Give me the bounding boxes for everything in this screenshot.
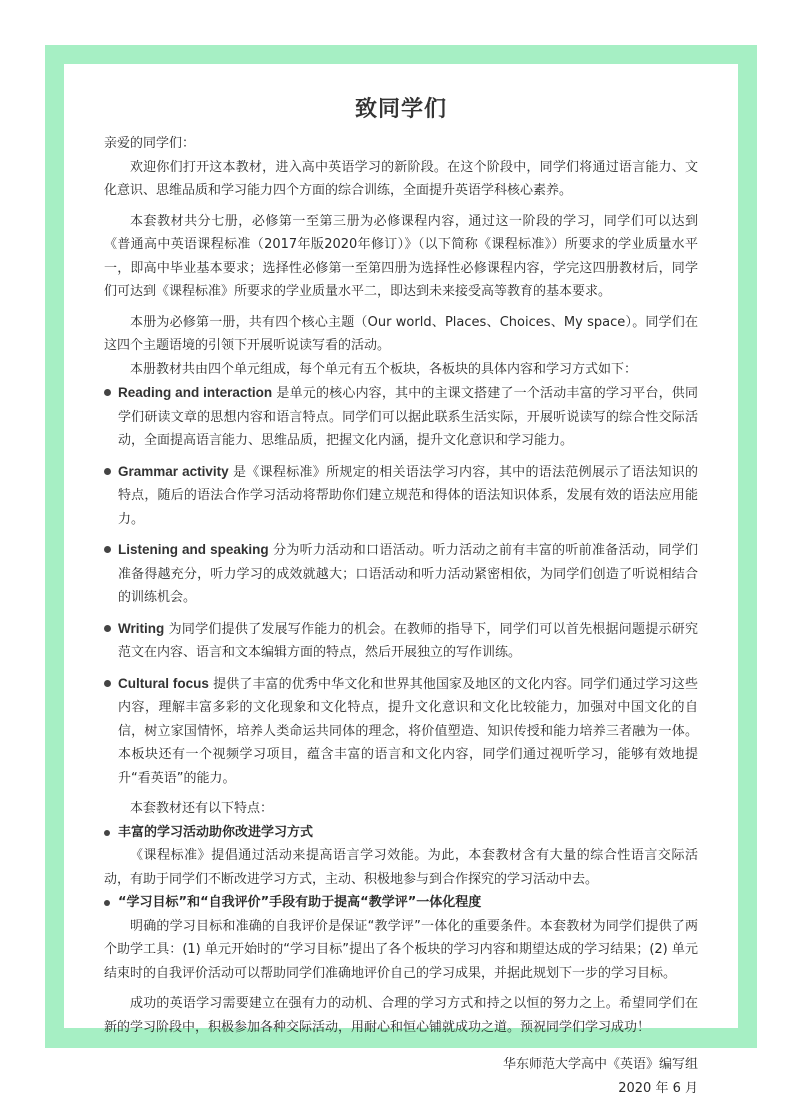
bullet-icon bbox=[104, 546, 111, 553]
letter-content bbox=[104, 88, 698, 1100]
signature-date: 2020 年 6 月 bbox=[104, 1077, 698, 1100]
bullet-icon bbox=[104, 830, 110, 836]
feature-body-assessment: 明确的学习目标和准确的自我评价是保证“教学评”一体化的重要条件。本套教材为同学们提供了两个助学工具：(1) 单元开始时的“学习目标”提出了各个板块的学习内容和期望达成的学习结果；(2) 单元结束时的自我评价活动可以帮助同学们准确地评价自己的学习成果，并据此规划下一步的学习目标。 bbox=[104, 915, 698, 986]
module-item-reading bbox=[104, 381, 698, 453]
feature-heading-text: 丰富的学习活动助你改进学习方式 bbox=[118, 825, 313, 840]
module-term: Listening and speaking bbox=[118, 542, 269, 557]
module-text: 提供了丰富的优秀中华文化和世界其他国家及地区的文化内容。同学们通过学习这些内容，理解丰富多彩的文化现象和文化特点，提升文化意识和文化比较能力，加强对中国文化的自信，树立家国情怀，培养人类命运共同体的理念，将价值塑造、知识传授和能力培养三者融为一体。本板块还有一个视频学习项目，蕴含丰富的语言和文化内容，同学们通过视听学习，能够有效地提升“看英语”的能力。 bbox=[118, 677, 698, 786]
signature-block bbox=[104, 1053, 698, 1100]
module-text: 是单元的核心内容，其中的主课文搭建了一个活动丰富的学习平台，供同学们研读文章的思想内容和语言特点。同学们可以据此联系生活实际，开展听说读写的综合性交际活动，全面提高语言能力、思维品质，把握文化内涵，提升文化意识和学习能力。 bbox=[118, 386, 698, 448]
feature-heading-text: “学习目标”和“自我评价”手段有助于提高“教学评”一体化程度 bbox=[118, 895, 481, 910]
paragraph-intro: 欢迎你们打开这本教材，进入高中英语学习的新阶段。在这个阶段中，同学们将通过语言能力、文化意识、思维品质和学习能力四个方面的综合训练，全面提升英语学科核心素养。 bbox=[104, 156, 698, 203]
module-item-grammar bbox=[104, 460, 698, 532]
module-item-writing bbox=[104, 617, 698, 665]
bullet-icon bbox=[104, 625, 111, 632]
bullet-icon bbox=[104, 468, 111, 475]
module-item-listening bbox=[104, 538, 698, 610]
paragraph-themes: 本册为必修第一册，共有四个核心主题（Our world、Places、Choices、My space）。同学们在这四个主题语境的引领下开展听说读写看的活动。 bbox=[104, 311, 698, 358]
module-text: 为同学们提供了发展写作能力的机会。在教师的指导下，同学们可以首先根据问题提示研究范文在内容、语言和文本编辑方面的特点，然后开展独立的写作训练。 bbox=[118, 622, 698, 661]
module-term: Writing bbox=[118, 621, 164, 636]
closing-paragraph: 成功的英语学习需要建立在强有力的动机、合理的学习方式和持之以恒的努力之上。希望同学们在新的学习阶段中，积极参加各种交际活动，用耐心和恒心铺就成功之道。预祝同学们学习成功！ bbox=[104, 992, 698, 1039]
feature-heading-activities bbox=[104, 821, 698, 845]
bullet-icon bbox=[104, 900, 110, 906]
module-term: Cultural focus bbox=[118, 676, 209, 691]
feature-heading-assessment bbox=[104, 891, 698, 915]
page-title: 致同学们 bbox=[104, 88, 698, 132]
bullet-icon bbox=[104, 680, 111, 687]
module-term: Grammar activity bbox=[118, 464, 229, 479]
bullet-icon bbox=[104, 389, 111, 396]
signature-author: 华东师范大学高中《英语》编写组 bbox=[104, 1053, 698, 1077]
feature-body-activities: 《课程标准》提倡通过活动来提高语言学习效能。为此，本套教材含有大量的综合性语言交际活动，有助于同学们不断改进学习方式，主动、积极地参与到合作探究的学习活动中去。 bbox=[104, 844, 698, 891]
module-item-cultural bbox=[104, 672, 698, 791]
paragraph-volumes: 本套教材共分七册，必修第一至第三册为必修课程内容，通过这一阶段的学习，同学们可以达到《普通高中英语课程标准（2017年版2020年修订）》（以下简称《课程标准》）所要求的学业质量水平一，即高中毕业基本要求；选择性必修第一至第四册为选择性必修课程内容，学完这四册教材后，同学们可达到《课程标准》所要求的学业质量水平二，即达到未来接受高等教育的基本要求。 bbox=[104, 210, 698, 304]
greeting: 亲爱的同学们： bbox=[104, 132, 698, 156]
features-intro: 本套教材还有以下特点： bbox=[104, 797, 698, 821]
module-text: 是《课程标准》所规定的相关语法学习内容，其中的语法范例展示了语法知识的特点，随后的语法合作学习活动将帮助你们建立规范和得体的语法知识体系，发展有效的语法应用能力。 bbox=[118, 465, 698, 527]
module-term: Reading and interaction bbox=[118, 385, 272, 400]
paragraph-units: 本册教材共由四个单元组成，每个单元有五个板块，各板块的具体内容和学习方式如下： bbox=[104, 358, 698, 382]
module-text: 分为听力活动和口语活动。听力活动之前有丰富的听前准备活动，同学们准备得越充分，听力学习的成效就越大；口语活动和听力活动紧密相依，为同学们创造了听说相结合的训练机会。 bbox=[118, 543, 698, 605]
